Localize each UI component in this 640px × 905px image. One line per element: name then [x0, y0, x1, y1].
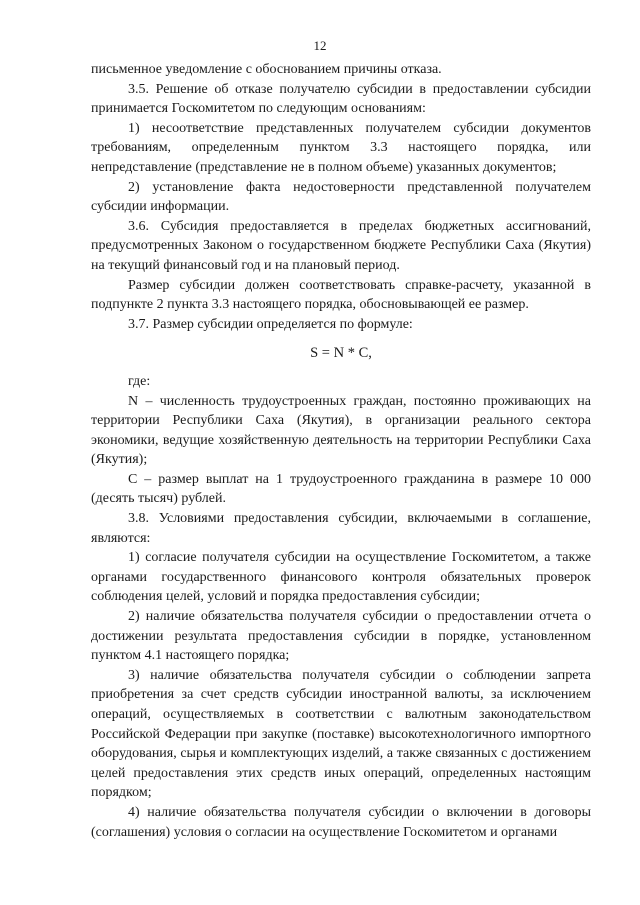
paragraph-3-5-item-2: 2) установление факта недостоверности представленной получателем субсидии информации.: [91, 179, 591, 215]
paragraph-3-8-item-1: 1) согласие получателя субсидии на осуществление Госкомитетом, а также органами государственного финансового контроля обязательных проверок соблюдения целей, условий и порядка предоставления субсидии;: [91, 550, 591, 605]
paragraph-definition-n: N – численность трудоустроенных граждан, постоянно проживающих на территории Республики Саха (Якутия), в организации реального сектора экономики, ведущие хозяйственную деятельность на территории Республики Саха (Якутия);: [91, 393, 591, 468]
paragraph-3-7: 3.7. Размер субсидии определяется по формуле:: [128, 316, 413, 332]
paragraph-subsidy-size: Размер субсидии должен соответствовать справке-расчету, указанной в подпункте 2 пункта 3.3 настоящего порядка, обосновывающей ее размер.: [91, 277, 591, 313]
paragraph-3-5: 3.5. Решение об отказе получателю субсидии в предоставлении субсидии принимается Госкомитетом по следующим основаниям:: [91, 81, 591, 117]
subsidy-formula: S = N * C,: [310, 345, 372, 362]
paragraph-3-8: 3.8. Условиями предоставления субсидии, включаемыми в соглашение, являются:: [91, 511, 591, 546]
paragraph-3-8-item-2: 2) наличие обязательства получателя субсидии о предоставлении отчета о достижении результата предоставления субсидии в порядке, установленном пунктом 4.1 настоящего порядка;: [91, 609, 591, 664]
paragraph-where: где:: [128, 373, 151, 389]
paragraph-3-8-item-3: 3) наличие обязательства получателя субсидии о соблюдении запрета приобретения за счет средств субсидии иностранной валюты, за исключением операций, осуществляемых в соответствии с валютным законодательством Российской Федерации при закупке (поставке) высокотехнологичного импортного оборудования, сырья и комплектующих изделий, а также связанных с достижением целей предоставления этих средств иных операций, определенных настоящим порядком;: [91, 667, 591, 801]
paragraph-definition-c: C – размер выплат на 1 трудоустроенного гражданина в размере 10 000 (десять тысяч) рублей.: [91, 471, 591, 507]
paragraph-3-8-item-4: 4) наличие обязательства получателя субсидии о включении в договоры (соглашения) условия о согласии на осуществление Госкомитетом и органами: [91, 804, 591, 840]
paragraph-3-5-item-1: 1) несоответствие представленных получателем субсидии документов требованиям, определенным пунктом 3.3 настоящего порядка, или непредставление (представление не в полном объеме) указанных документов;: [91, 120, 591, 175]
document-body: [91, 60, 591, 842]
paragraph-rejection-notice-end: письменное уведомление с обоснованием причины отказа.: [91, 62, 442, 77]
paragraph-3-6: 3.6. Субсидия предоставляется в пределах бюджетных ассигнований, предусмотренных Законом о государственном бюджете Республики Саха (Якутия) на текущий финансовый год и на плановый период.: [91, 218, 591, 273]
page-number: 12: [313, 38, 327, 53]
